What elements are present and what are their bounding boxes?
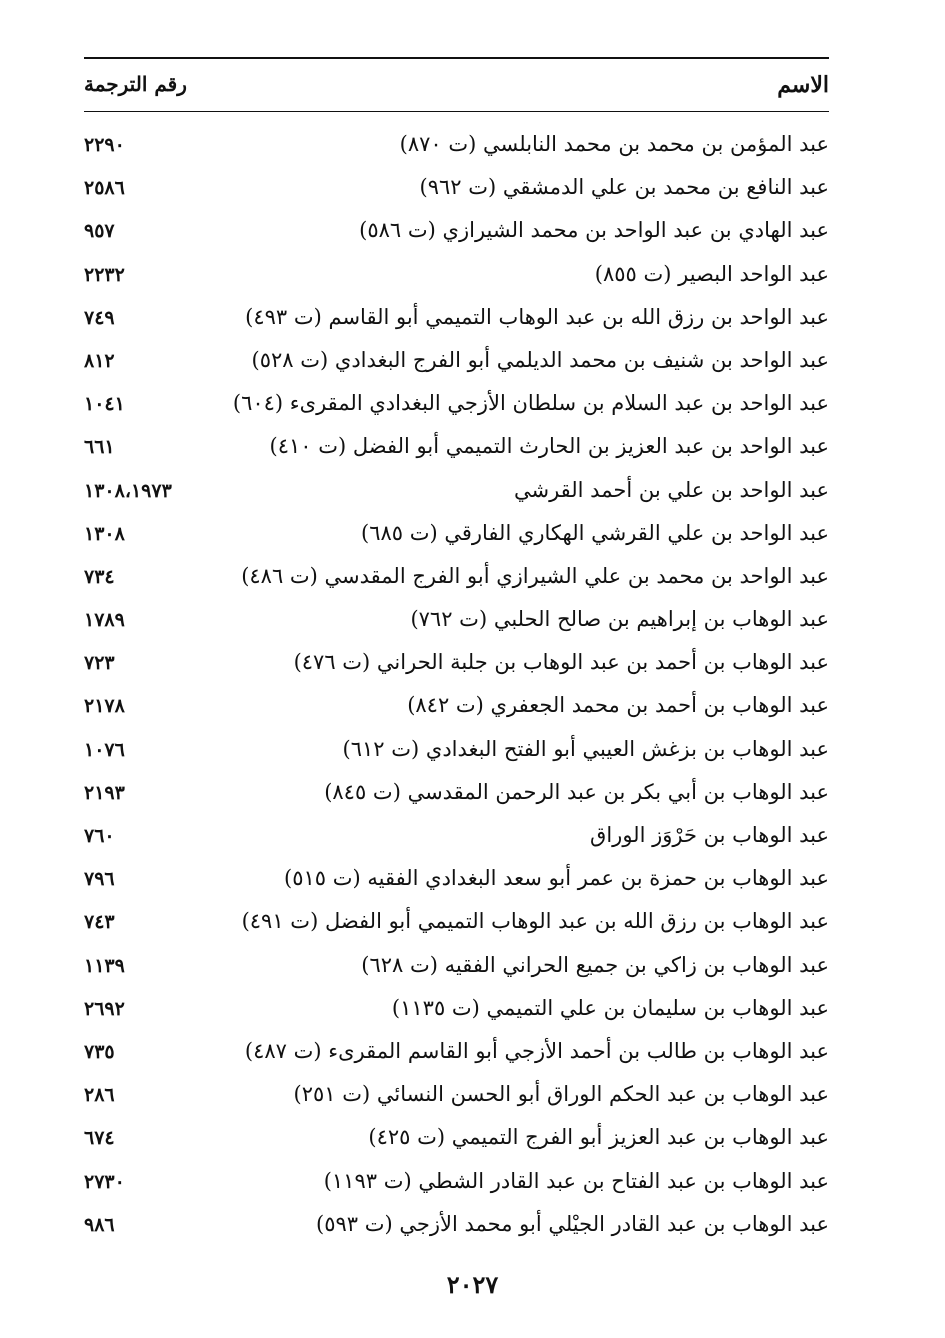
index-entry [84,1208,829,1251]
index-entry [84,258,829,301]
entry-name: عبد الواحد بن علي بن أحمد القرشي [513,477,829,502]
entry-number: ٧٣٥ [84,1040,115,1063]
entry-number: ١٣٠٨ [84,522,125,545]
entry-number: ٧٤٩ [84,306,115,329]
entry-name: عبد الواحد بن شنيف بن محمد الديلمي أبو الفرج البغدادي (ت ٥٢٨) [251,347,829,372]
entry-name: عبد الوهاب بن عبد الحكم الوراق أبو الحسن النسائي (ت ٢٥١) [293,1082,829,1107]
entry-number: ٢٢٩٠ [84,134,125,156]
entry-number: ٦٦١ [84,436,115,459]
entry-name: عبد الهادي بن عبد الواحد بن محمد الشيرازي (ت ٥٨٦) [359,218,829,243]
name-column-header: الاسم [777,72,829,98]
index-entries [84,128,829,1251]
entry-name: عبد الوهاب بن بزغش العيبي أبو الفتح البغدادي (ت ٦١٢) [342,736,829,761]
index-entry [84,301,829,344]
entry-name: عبد الوهاب بن طالب بن أحمد الأزجي أبو القاسم المقرىء (ت ٤٨٧) [244,1038,829,1063]
entry-name: عبد الواحد بن محمد بن علي الشيرازي أبو الفرج المقدسي (ت ٤٨٦) [241,563,829,588]
index-entry [84,646,829,689]
index-entry [84,560,829,603]
entry-name: عبد المؤمن بن محمد بن محمد النابلسي (ت ٨٧٠) [399,132,829,156]
entry-name: عبد الوهاب بن عبد القادر الجيْلي أبو محمد الأزجي (ت ٥٩٣) [316,1211,829,1236]
index-entry [84,733,829,776]
entry-name: عبد النافع بن محمد بن علي الدمشقي (ت ٩٦٢) [419,175,829,200]
entry-number: ٧٦٠ [84,825,115,847]
entry-name: عبد الواحد البصير (ت ٨٥٥) [594,261,829,286]
entry-number: ٩٨٦ [84,1213,115,1236]
column-header [84,72,829,104]
entry-number: ٧٣٤ [84,565,115,588]
entry-number: ٧٤٣ [84,911,115,934]
entry-number: ١٠٧٦ [84,738,125,761]
entry-name: عبد الوهاب بن حمزة بن عمر أبو سعد البغدادي الفقيه (ت ٥١٥) [284,866,829,891]
index-entry [84,776,829,819]
index-entry [84,689,829,732]
entry-number: ٨١٢ [84,349,115,372]
index-entry [84,128,829,171]
entry-name: عبد الوهاب بن عبد العزيز أبو الفرج التميمي (ت ٤٢٥) [368,1125,829,1150]
entry-name: عبد الوهاب بن حَرْوَز الوراق [590,823,829,847]
index-entry [84,862,829,905]
entry-name: عبد الوهاب بن أحمد بن عبد الوهاب بن جلبة الحراني (ت ٤٧٦) [293,650,829,675]
entry-number: ٢٨٦ [84,1084,115,1107]
entry-name: عبد الوهاب بن زاكي بن جميع الحراني الفقيه (ت ٦٢٨) [361,952,829,977]
entry-number: ٢٢٣٢ [84,263,125,286]
index-entry [84,1121,829,1164]
entry-name: عبد الوهاب بن إبراهيم بن صالح الحلبي (ت ٧٦٢) [410,607,829,632]
entry-number: ٢٦٩٢ [84,997,125,1020]
index-entry [84,517,829,560]
entry-name: عبد الوهاب بن أحمد بن محمد الجعفري (ت ٨٤٢) [407,693,829,718]
index-entry [84,1035,829,1078]
index-entry [84,949,829,992]
top-rule [84,57,829,59]
entry-name: عبد الوهاب بن سليمان بن علي التميمي (ت ١١٣٥) [391,995,829,1020]
index-entry [84,474,829,517]
number-column-header: رقم الترجمة [84,72,187,96]
header-rule [84,111,829,112]
page-number: ٢٠٢٧ [446,1270,499,1299]
entry-number: ١١٣٩ [84,954,125,977]
entry-number: ٩٥٧ [84,220,115,243]
entry-name: عبد الوهاب بن أبي بكر بن عبد الرحمن المقدسي (ت ٨٤٥) [324,779,829,804]
entry-name: عبد الواحد بن عبد العزيز بن الحارث التميمي أبو الفضل (ت ٤١٠) [269,434,829,459]
entry-number: ٢١٧٨ [84,695,125,718]
index-entry [84,387,829,430]
index-entry [84,819,829,862]
entry-number: ١٠٤١ [84,393,125,416]
index-entry [84,1165,829,1208]
index-entry [84,603,829,646]
entry-name: عبد الواحد بن رزق الله بن عبد الوهاب التميمي أبو القاسم (ت ٤٩٣) [245,304,829,329]
index-entry [84,1078,829,1121]
entry-number: ٢٥٨٦ [84,177,125,200]
entry-number: ٧٢٣ [84,652,115,675]
entry-number: ١٣٠٨،١٩٧٣ [84,479,172,502]
entry-name: عبد الواحد بن عبد السلام بن سلطان الأزجي البغدادي المقرىء (٦٠٤) [232,391,829,416]
index-entry [84,430,829,473]
index-entry [84,905,829,948]
index-entry [84,214,829,257]
index-entry [84,344,829,387]
entry-name: عبد الواحد بن علي القرشي الهكاري الفارقي (ت ٦٨٥) [360,520,829,545]
entry-number: ١٧٨٩ [84,609,125,632]
entry-number: ٦٧٤ [84,1127,115,1150]
index-entry [84,992,829,1035]
entry-name: عبد الوهاب بن رزق الله بن عبد الوهاب التميمي أبو الفضل (ت ٤٩١) [241,909,829,934]
entry-number: ٢٧٣٠ [84,1170,125,1193]
entry-name: عبد الوهاب بن عبد الفتاح بن عبد القادر الشطي (ت ١١٩٣) [323,1168,829,1193]
entry-number: ٢١٩٣ [84,781,125,804]
index-entry [84,171,829,214]
entry-number: ٧٩٦ [84,868,115,891]
